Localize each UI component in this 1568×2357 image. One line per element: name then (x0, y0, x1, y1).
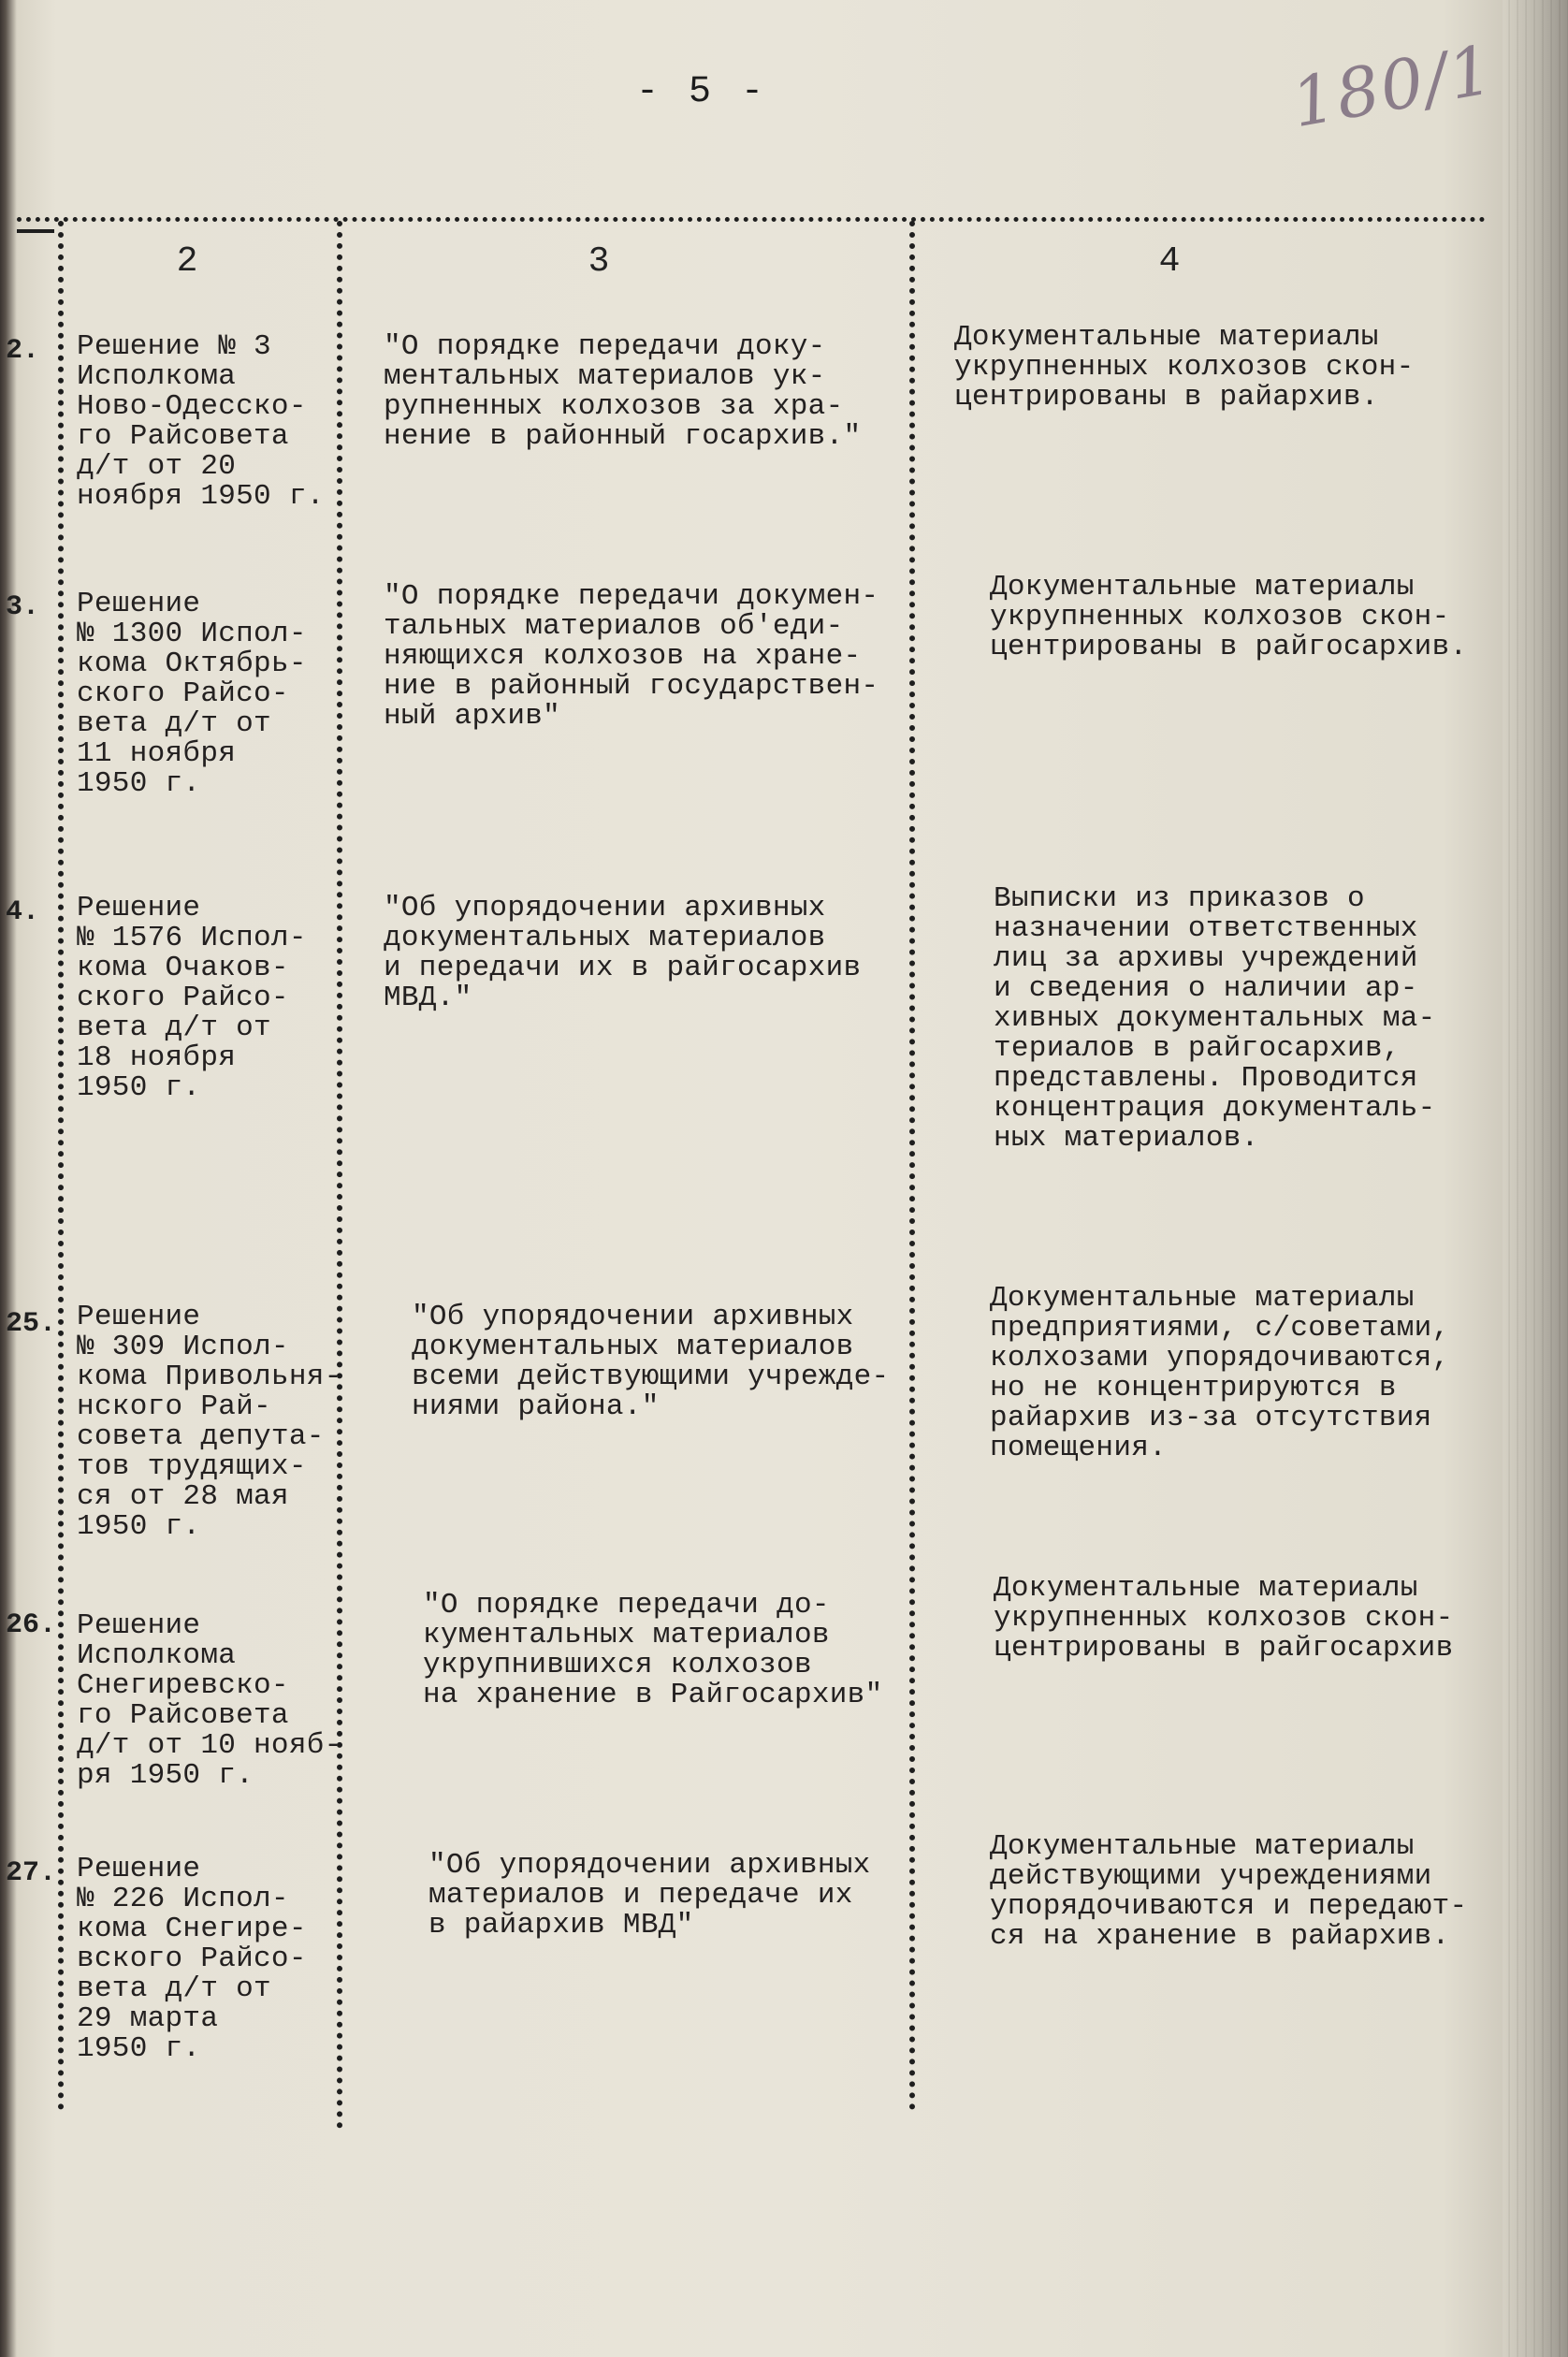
status-cell: Документальные материалы укрупненных колхозов скон- центрированы в райгосархив (994, 1572, 1454, 1665)
status-cell: Документальные материалы предприятиями, с/советами, колхозами упорядочиваются, но не концентрируются в райархив из-за отсутствия помещения. (990, 1282, 1450, 1464)
subject-cell: "О порядке передачи докумен- тальных материалов об'еди- няющихся колхозов на хране- ние в районный государствен- ный архив" (384, 580, 879, 733)
column-divider-3 (909, 221, 915, 2111)
row-number: 26. (6, 1609, 57, 1641)
page-number: - 5 - (636, 71, 768, 113)
status-cell: Документальные материалы действующими учреждениями упорядочиваются и передают- ся на хранение в райархив. (990, 1830, 1468, 1953)
decision-cell: Решение № 3 Исполкома Ново-Одесско- го Райсовета д/т от 20 ноября 1950 г. (77, 330, 325, 513)
decision-cell: Решение № 1576 Испол- кома Очаков- ского Райсо- вета д/т от 18 ноября 1950 г. (77, 892, 307, 1104)
table-header-rule-stub (17, 229, 54, 233)
column-header-3: 3 (588, 241, 610, 282)
row-number: 25. (6, 1308, 57, 1340)
column-header-4: 4 (1158, 241, 1181, 282)
row-number: 2. (6, 335, 40, 367)
row-number: 27. (6, 1857, 57, 1889)
subject-cell: "Об упорядочении архивных материалов и передаче их в райархив МВД" (428, 1849, 871, 1942)
column-divider-2 (337, 221, 342, 2130)
subject-cell: "Об упорядочении архивных документальных материалов всеми действующими учрежде- ниями района." (412, 1301, 890, 1423)
table-header-rule (17, 217, 1486, 222)
subject-cell: "О порядке передачи до- кументальных материалов укрупнившихся колхозов на хранение в Райгосархив" (423, 1589, 883, 1711)
status-cell: Документальные материалы укрупненных колхозов скон- центрированы в райархив. (954, 321, 1415, 414)
row-number: 4. (6, 896, 40, 928)
column-header-2: 2 (176, 241, 198, 282)
decision-cell: Решение № 309 Испол- кома Привольня- нского Рай- совета депута- тов трудящих- ся от 28 мая 1950 г. (77, 1301, 342, 1543)
status-cell: Документальные материалы укрупненных колхозов скон- центрированы в райгосархив. (990, 571, 1468, 663)
column-divider-1 (58, 221, 64, 2111)
page-stack-edge (1503, 0, 1568, 2357)
subject-cell: "Об упорядочении архивных документальных материалов и передачи их в райгосархив МВД." (384, 892, 862, 1014)
decision-cell: Решение Исполкома Снегиревско- го Райсовета д/т от 10 нояб- ря 1950 г. (77, 1609, 342, 1792)
status-cell: Выписки из приказов о назначении ответственных лиц за архивы учреждений и сведения о наличии ар- хивных документальных ма- териалов в райгосархив, представлены. Проводится концентрация документаль- ных материалов. (994, 882, 1436, 1155)
handwritten-archive-mark: 180/1 (1285, 29, 1501, 143)
subject-cell: "О порядке передачи доку- ментальных материалов ук- рупненных колхозов за хра- нение в районный госархив." (384, 330, 862, 453)
decision-cell: Решение № 226 Испол- кома Снегире- вского Райсо- вета д/т от 29 марта 1950 г. (77, 1853, 307, 2065)
row-number: 3. (6, 591, 40, 623)
decision-cell: Решение № 1300 Испол- кома Октябрь- ского Райсо- вета д/т от 11 ноября 1950 г. (77, 588, 307, 800)
